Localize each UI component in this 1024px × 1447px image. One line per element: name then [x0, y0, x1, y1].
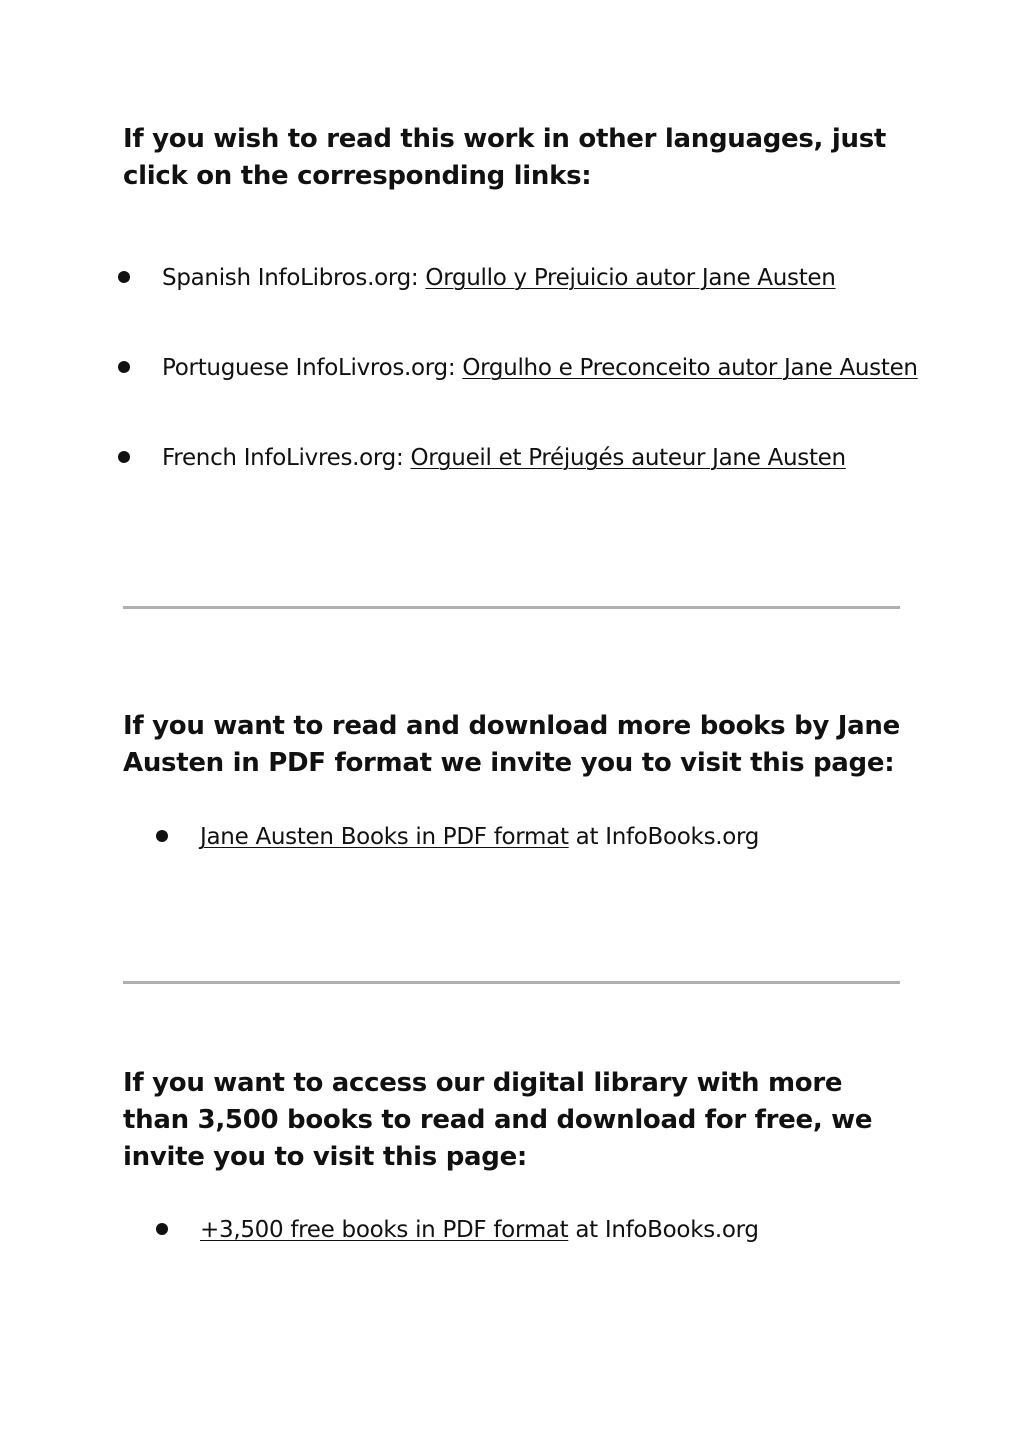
divider	[123, 981, 900, 984]
library-suffix: at InfoBooks.org	[568, 1217, 759, 1243]
french-prefix: French InfoLivres.org:	[162, 445, 411, 471]
list-item-author-books	[156, 822, 759, 852]
more-books-heading: If you want to read and download more books by Jane Austen in PDF format we invite you to visit this page:	[123, 711, 900, 778]
portuguese-prefix: Portuguese InfoLivros.org:	[162, 355, 463, 381]
french-link[interactable]: Orgueil et Préjugés auteur Jane Austen	[410, 445, 846, 471]
divider	[123, 606, 900, 609]
author-books-suffix: at InfoBooks.org	[568, 824, 760, 850]
list-item-french	[118, 443, 846, 473]
spanish-link[interactable]: Orgullo y Prejuicio autor Jane Austen	[425, 265, 836, 291]
portuguese-link[interactable]: Orgulho e Preconceito autor Jane Austen	[462, 355, 918, 381]
author-books-link[interactable]: Jane Austen Books in PDF format	[200, 824, 569, 850]
list-item-spanish	[118, 263, 836, 293]
list-item-portuguese	[118, 353, 918, 383]
list-item-library	[156, 1215, 759, 1245]
bullet-icon	[118, 361, 130, 373]
library-link[interactable]: +3,500 free books in PDF format	[200, 1217, 569, 1243]
library-heading: If you want to access our digital library with more than 3,500 books to read and download for free, we invite you to visit this page:	[123, 1068, 873, 1172]
bullet-icon	[118, 271, 130, 283]
languages-heading: If you wish to read this work in other languages, just click on the corresponding links:	[123, 124, 887, 191]
bullet-icon	[156, 830, 168, 842]
bullet-icon	[118, 451, 130, 463]
spanish-prefix: Spanish InfoLibros.org:	[162, 265, 426, 291]
bullet-icon	[156, 1223, 168, 1235]
